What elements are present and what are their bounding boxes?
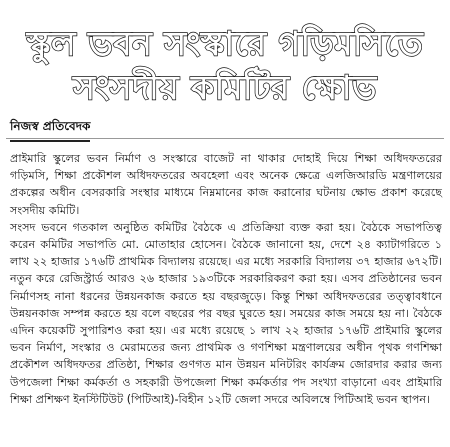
- byline: নিজস্ব প্রতিবেদক: [10, 118, 90, 142]
- divider: [6, 138, 444, 139]
- paragraph-2: সংসদ ভবনে গতকাল অনুষ্ঠিত কমিটির বৈঠকে এ প্রতিক্রিয়া ব্যক্ত করা হয়। বৈঠকে সভাপতিত্ব করেন কমিটির সভাপতি মো. মোতাহার হোসেন। বৈঠকে জানানো হয়, দেশে ২৪ ক্যাটাগরিতে ১ লাখ ২২ হাজার ১৭৬টি প্রাথমিক বিদ্যালয় রয়েছে। এর মধ্যে সরকারি বিদ্যালয় ৩৭ হাজার ৬৭২টি। নতুন করে রেজিস্ট্রার্ড আরও ২৬ হাজার ১৯৩টিকে সরকারিকরণ করা হয়। এসব প্রতিষ্ঠানের ভবন নির্মাণসহ নানা ধরনের উন্নয়নকাজ করতে হয় বছরজুড়ে। কিন্তু শিক্ষা অধিদফতরের তত্ত্বাবধানে উন্নয়নকাজ সম্পন্ন করতে হয় বলে বছরের পর বছর ঘুরতে হয়। সময়ের কাজ সময়ে হয় না। বৈঠকে এদিন কয়েকটি সুপারিশও করা হয়। এর মধ্যে রয়েছে ১ লাখ ২২ হাজার ১৭৬টি প্রাইমারি স্কুলের ভবন নির্মাণ, সংস্কার ও মেরামতের জন্য প্রাথমিক ও গণশিক্ষা মন্ত্রণালয়ের অধীন পৃথক গণশিক্ষা প্রকৌশল অধিদফতর প্রতিষ্ঠা, শিক্ষার গুণগত মান উন্নয়ন মনিটরিং কার্যক্রম জোরদার করার জন্য উপজেলা শিক্ষা কর্মকর্তা ও সহকারী উপজেলা শিক্ষা কর্মকর্তার পদ সংখ্যা বাড়ানো এবং প্রাইমারি শিক্ষা প্রশিক্ষণ ইনস্টিটিউট (পিটিআই)-বিহীন ১২টি জেলা সদরে অবিলম্বে পিটিআই ভবন স্থাপন।: [10, 220, 442, 406]
- paragraph-1: প্রাইমারি স্কুলের ভবন নির্মাণ ও সংস্কারে বাজেট না থাকার দোহাই দিয়ে শিক্ষা অধিদফতরের গড়িমসি, শিক্ষা প্রকৌশল অধিদফতরের অবহেলা এবং অনেক ক্ষেত্রে এলজিআরডি মন্ত্রণালয়ের প্রকল্পের অধীন বেসরকারি সংস্থার মাধ্যমে নিম্নমানের কাজ করানোর ঘটনায় ক্ষোভ প্রকাশ করেছে সংসদীয় কমিটি।: [10, 152, 442, 217]
- headline-line-2: সংসদীয় কমিটির ক্ষোভ: [73, 68, 377, 107]
- article-body: [10, 150, 442, 408]
- headline: [8, 22, 442, 110]
- headline-line-1: স্কুল ভবন সংস্কারে গড়িমসিতে: [26, 24, 424, 63]
